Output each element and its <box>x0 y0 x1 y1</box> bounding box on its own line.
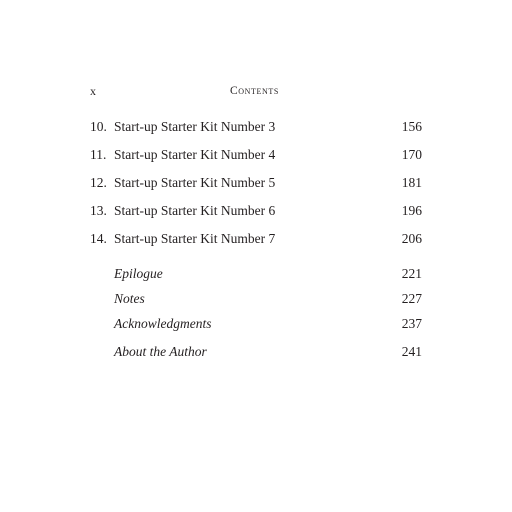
toc-entry-chapter-14 <box>90 230 422 248</box>
page-number: 156 <box>401 119 422 134</box>
toc-entry-about-the-author <box>90 343 422 361</box>
page-number: 206 <box>401 231 422 246</box>
chapter-number: 12. <box>90 175 107 190</box>
page-number: 196 <box>401 203 422 218</box>
toc-entry-notes <box>90 290 422 308</box>
chapter-title: Start-up Starter Kit Number 4 <box>114 147 276 162</box>
chapter-number: 14. <box>90 231 107 246</box>
back-matter-title: Acknowledgments <box>114 316 212 331</box>
chapter-title: Start-up Starter Kit Number 3 <box>114 119 276 134</box>
chapter-number: 11. <box>90 147 107 162</box>
page-number: 181 <box>401 175 422 190</box>
page-number: 237 <box>401 316 422 331</box>
chapter-title: Start-up Starter Kit Number 5 <box>114 175 276 190</box>
back-matter-title: About the Author <box>114 344 207 359</box>
page-number: 227 <box>401 291 422 306</box>
chapter-title: Start-up Starter Kit Number 7 <box>114 231 276 246</box>
toc-entry-acknowledgments <box>90 315 422 333</box>
back-matter-title: Epilogue <box>114 266 163 281</box>
toc-entry-chapter-13 <box>90 202 422 220</box>
running-head-title: Contents <box>230 85 279 97</box>
toc-entry-chapter-12 <box>90 174 422 192</box>
page-number: 170 <box>401 147 422 162</box>
toc-entry-epilogue <box>90 265 422 283</box>
page-number: 241 <box>401 344 422 359</box>
toc-entry-chapter-10 <box>90 118 422 136</box>
running-head <box>90 84 420 100</box>
toc-entry-chapter-11 <box>90 146 422 164</box>
page-number: 221 <box>401 266 422 281</box>
chapter-title: Start-up Starter Kit Number 6 <box>114 203 276 218</box>
page-folio: x <box>90 84 96 98</box>
chapter-number: 10. <box>90 119 107 134</box>
chapter-number: 13. <box>90 203 107 218</box>
back-matter-title: Notes <box>114 291 145 306</box>
